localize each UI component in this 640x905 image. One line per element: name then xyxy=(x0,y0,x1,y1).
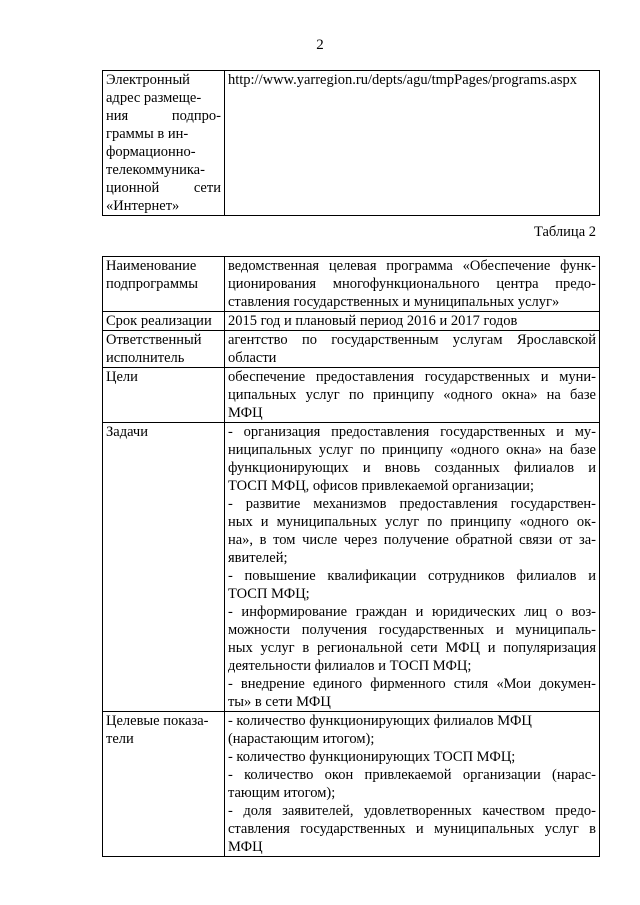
label-cell xyxy=(103,712,225,857)
value-line: области xyxy=(227,350,277,366)
value-line: ставления государственных и муниципальных услуг в xyxy=(227,821,596,837)
label-cell xyxy=(103,331,225,368)
table-row xyxy=(103,331,600,368)
value-line: обеспечение предоставления государственных и муни- xyxy=(227,369,596,385)
label-line: «Интернет» xyxy=(106,198,180,214)
address-value-cell xyxy=(224,71,599,216)
value-cell xyxy=(224,257,599,312)
value-cell xyxy=(224,423,599,712)
label-line: подпрограммы xyxy=(106,276,198,292)
value-line: ниципальных услуг по принципу «одного окна» на базе xyxy=(227,442,596,458)
value-cell xyxy=(224,368,599,423)
value-line: на», в том числе через получение обратной связи от за- xyxy=(227,532,596,548)
label-line: Наименование xyxy=(106,258,197,274)
label-line: адрес размеще- xyxy=(106,90,202,106)
table-row xyxy=(103,368,600,423)
value-line: функционирующих и вновь созданных филиалов и xyxy=(227,460,596,476)
label-line: Задачи xyxy=(106,424,148,440)
table-row xyxy=(103,312,600,331)
value-line: ционирования многофункционального центра предо- xyxy=(227,276,596,292)
value-line: ных услуг в региональной сети МФЦ и популяризация xyxy=(227,640,596,656)
value-line: 2015 год и плановый период 2016 и 2017 годов xyxy=(227,313,518,329)
value-line: (нарастающим итогом); xyxy=(227,731,375,747)
label-line: Электронный xyxy=(106,72,190,88)
label-cell xyxy=(103,312,225,331)
value-line: явителей; xyxy=(227,550,288,566)
value-line: можности получения государственных и муниципаль- xyxy=(227,622,596,638)
value-cell xyxy=(224,331,599,368)
value-line: - организация предоставления государственных и му- xyxy=(227,424,596,440)
value-line: ных и муниципальных услуг по принципу «одного ок- xyxy=(227,514,596,530)
value-line: деятельности филиалов и ТОСП МФЦ; xyxy=(227,658,472,674)
page-number: 2 xyxy=(316,37,324,53)
label-line: телекоммуника- xyxy=(106,162,205,178)
value-cell xyxy=(224,712,599,857)
subprogram-table xyxy=(102,256,600,857)
value-line: - информирование граждан и юридических лиц о воз- xyxy=(227,604,596,620)
value-line: - повышение квалификации сотрудников филиалов и xyxy=(227,568,596,584)
value-line: - количество функционирующих ТОСП МФЦ; xyxy=(227,749,516,765)
value-line: ты» в сети МФЦ xyxy=(227,694,331,710)
address-label-cell xyxy=(103,71,225,216)
value-line: ТОСП МФЦ; xyxy=(227,586,310,602)
table-row xyxy=(103,71,600,216)
label-line: Срок реализации xyxy=(106,313,212,329)
value-line: - количество функционирующих филиалов МФЦ xyxy=(227,713,532,729)
value-line: МФЦ xyxy=(227,839,263,855)
value-line: - доля заявителей, удовлетворенных качеством предо- xyxy=(227,803,596,819)
program-address-table xyxy=(102,70,600,216)
program-url-link[interactable]: http://www.yarregion.ru/depts/agu/tmpPages/programs.aspx xyxy=(227,72,577,88)
value-line: тающим итогом); xyxy=(227,785,336,801)
label-line: ционной сети xyxy=(106,180,221,196)
table-caption: Таблица 2 xyxy=(533,224,596,240)
label-line: Ответственный xyxy=(106,332,202,348)
label-line: Целевые показа- xyxy=(106,713,209,729)
table-row xyxy=(103,712,600,857)
label-cell xyxy=(103,368,225,423)
table-row xyxy=(103,257,600,312)
label-line: тели xyxy=(106,731,134,747)
value-line: - количество окон привлекаемой организации (нарас- xyxy=(227,767,596,783)
value-line: МФЦ xyxy=(227,405,263,421)
label-line: граммы в ин- xyxy=(106,126,189,142)
value-line: ставления государственных и муниципальных услуг» xyxy=(227,294,560,310)
value-line: ведомственная целевая программа «Обеспечение функ- xyxy=(227,258,596,274)
label-line: Цели xyxy=(106,369,138,385)
value-line: агентство по государственным услугам Ярославской xyxy=(227,332,596,348)
value-line: ципальных услуг по принципу «одного окна» на базе xyxy=(227,387,596,403)
value-line: ТОСП МФЦ, офисов привлекаемой организации; xyxy=(227,478,534,494)
value-line: - внедрение единого фирменного стиля «Мои докумен- xyxy=(227,676,596,692)
label-line: формационно- xyxy=(106,144,196,160)
table-row xyxy=(103,423,600,712)
value-cell xyxy=(224,312,599,331)
label-cell xyxy=(103,423,225,712)
label-line: исполнитель xyxy=(106,350,185,366)
label-line: ния подпро- xyxy=(106,108,221,124)
value-line: - развитие механизмов предоставления государствен- xyxy=(227,496,596,512)
label-cell xyxy=(103,257,225,312)
